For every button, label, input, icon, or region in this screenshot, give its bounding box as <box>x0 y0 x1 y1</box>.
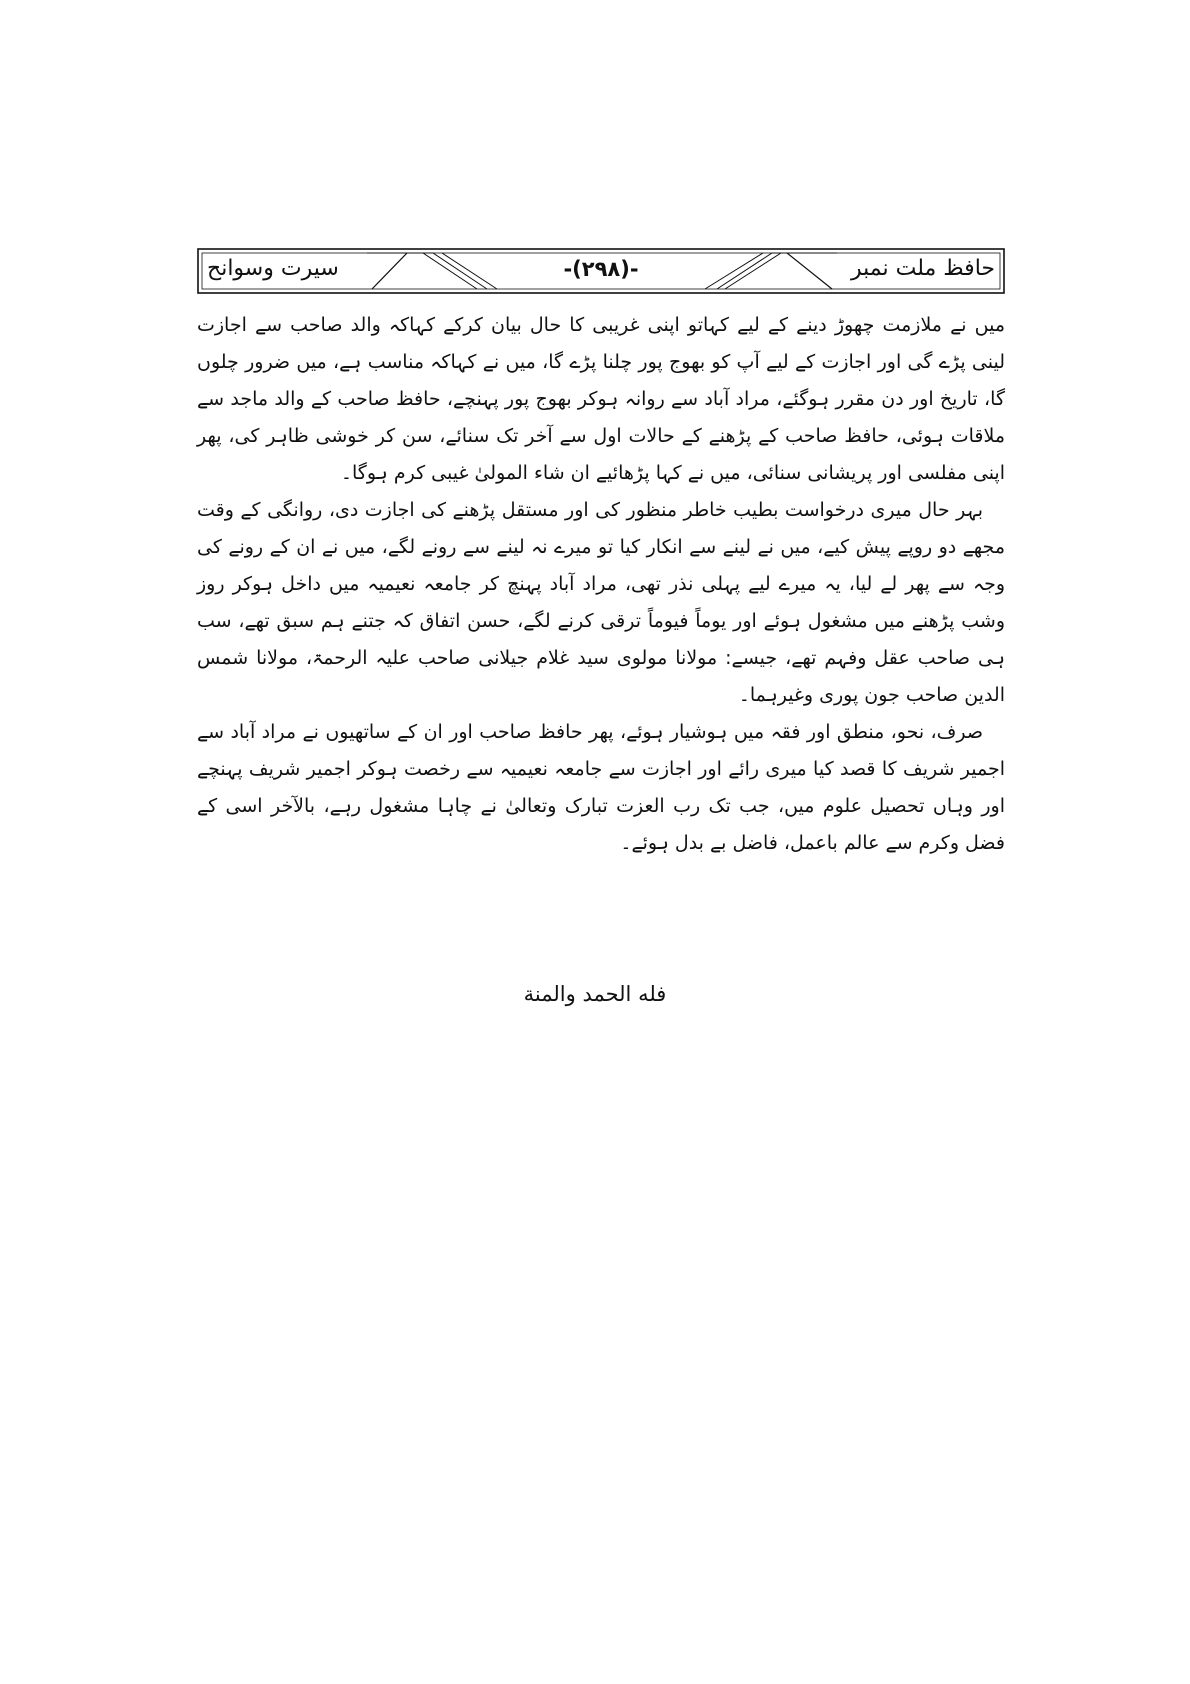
closing-phrase: فله الحمد والمنة <box>523 982 667 1006</box>
paragraph-2: بہر حال میری درخواست بطیب خاطر منظور کی اور مستقل پڑھنے کی اجازت دی، روانگی کے وقت مجھے دو روپے پیش کیے، میں نے لینے سے انکار کیا تو میرے نہ لینے سے رونے لگے، میں نے ان کے رونے کی وجہ سے پھر لے لیا، یہ میرے لیے پہلی نذر تھی، مراد آباد پہنچ کر جامعہ نعیمیہ میں داخل ہوکر روز وشب پڑھنے میں مشغول ہوئے اور یوماً فیوماً ترقی کرنے لگے، حسن اتفاق کہ جتنے ہم سبق تھے، سب ہی صاحب عقل وفہم تھے، جیسے: مولانا مولوی سید غلام جیلانی صاحب علیہ الرحمۃ، مولانا شمس الدین صاحب جون پوری وغیرہما۔ <box>197 499 1005 706</box>
book-title: حافظ ملت نمبر <box>851 256 995 281</box>
paragraph-3: صرف، نحو، منطق اور فقہ میں ہوشیار ہوئے، پھر حافظ صاحب اور ان کے ساتھیوں نے مراد آباد سے اجمیر شریف کا قصد کیا میری رائے اور اجازت سے جامعہ نعیمیہ سے رخصت ہوکر اجمیر شریف پہنچے اور وہاں تحصیل علوم میں، جب تک رب العزت تبارک وتعالیٰ نے چاہا مشغول رہے، بالآخر اسی کے فضل وکرم سے عالم باعمل، فاضل بے بدل ہوئے۔ <box>197 721 1005 854</box>
section-title: سیرت وسوانح <box>207 256 339 281</box>
page-body <box>197 307 1005 862</box>
paragraph-1: میں نے ملازمت چھوڑ دینے کے لیے کہاتو اپنی غریبی کا حال بیان کرکے کہاکہ والد صاحب سے اجازت لینی پڑے گی اور اجازت کے لیے آپ کو بھوج پور چلنا پڑے گا، میں نے کہاکہ مناسب ہے، میں ضرور چلوں گا، تاریخ اور دن مقرر ہوگئے، مراد آباد سے روانہ ہوکر بھوج پور پہنچے، حافظ صاحب کے والد ماجد سے ملاقات ہوئی، حافظ صاحب کے پڑھنے کے حالات اول سے آخر تک سنائے، سن کر خوشی ظاہر کی، پھر اپنی مفلسی اور پریشانی سنائی، میں نے کہا پڑھائیے ان شاء المولیٰ غیبی کرم ہوگا۔ <box>197 314 1005 484</box>
page-number: -(۲۹۸)- <box>563 257 639 281</box>
page-header <box>197 248 1005 294</box>
